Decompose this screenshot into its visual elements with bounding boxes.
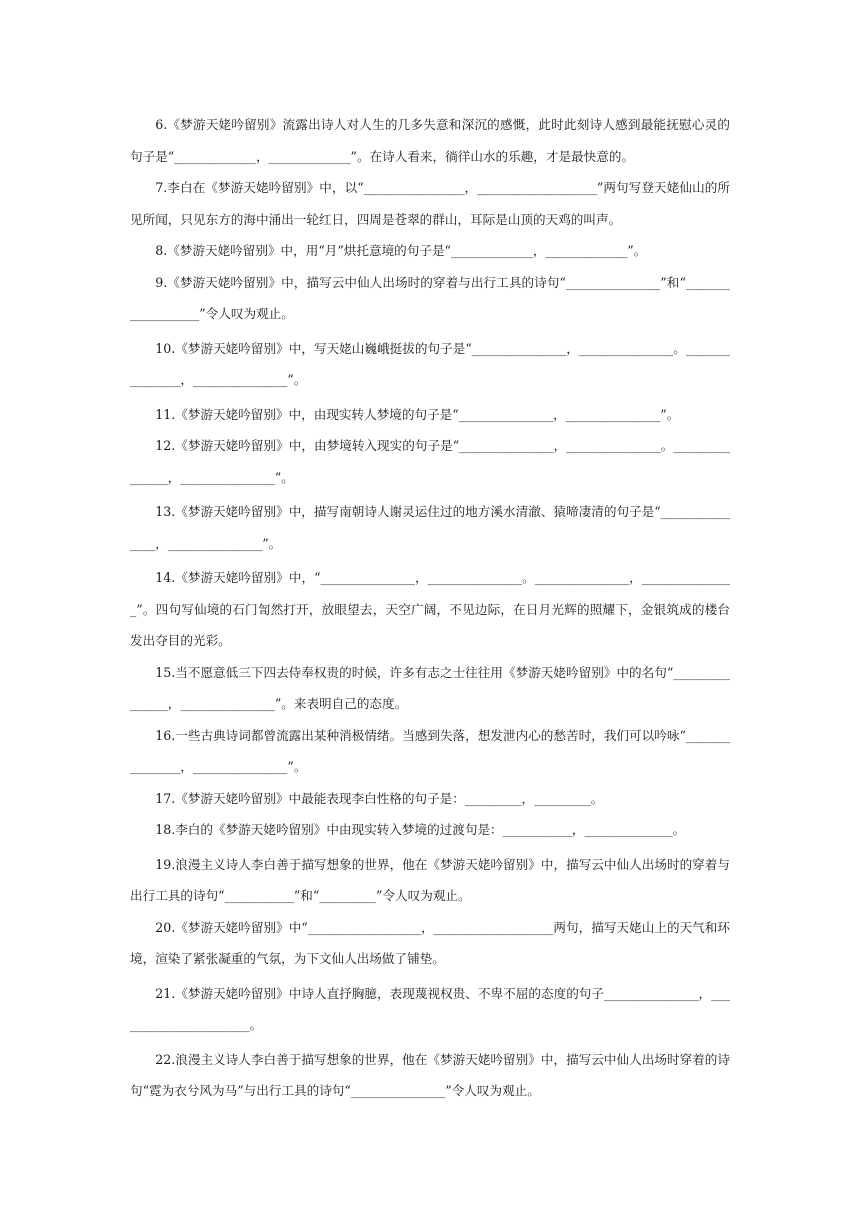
question-9: 9.《梦游天姥吟留别》中，描写云中仙人出场时的穿着与出行工具的诗句“_______________”和“__________________”令人叹为观止。 (130, 274, 730, 321)
question-21: 21.《梦游天姥吟留别》中诗人直抒胸臆，表现蔑视权贵、不卑不屈的态度的句子_______________，______________________。 (130, 985, 731, 1032)
question-17: 17.《梦游天姥吟留别》中最能表现李白性格的句子是：_________，_________。 (155, 790, 604, 806)
question-12: 12.《梦游天姥吟留别》中，由梦境转入现实的句子是“_______________，_______________。_______________，_______________”。 (130, 438, 730, 485)
question-10: 10.《梦游天姥吟留别》中，写天姥山巍峨挺拔的句子是“_______________，_______________。_______________，_______________”。 (130, 340, 730, 387)
document-page (130, 109, 730, 1107)
question-8: 8.《梦游天姥吟留别》中，用“月”烘托意境的句子是“_____________，_____________”。 (155, 243, 647, 258)
question-13: 13.《梦游天姥吟留别》中，描写南朝诗人谢灵运住过的地方溪水清澈、猿啼凄清的句子是“_______________，_______________”。 (130, 504, 730, 551)
question-6: 6.《梦游天姥吟留别》流露出诗人对人生的几多失意和深沉的感慨，此时此刻诗人感到最能抚慰心灵的句子是“_____________，_____________”。在诗人看来，徜徉山水的乐趣，才是最快意的。 (130, 117, 730, 164)
question-7: 7.李白在《梦游天姥吟留别》中，以“________________，___________________”两句写登天姥仙山的所见所闻，只见东方的海中涌出一轮红日，四周是苍翠的群山，耳际是山顶的天鸡的叫声。 (130, 180, 730, 227)
question-11: 11.《梦游天姥吟留别》中，由现实转人梦境的句子是“_______________，_______________”。 (155, 406, 680, 422)
question-18: 18.李白的《梦游天姥吟留别》中由现实转入梦境的过渡句是：___________，______________。 (155, 822, 686, 837)
question-22: 22.浪漫主义诗人李白善于描写想象的世界，他在《梦游天姥吟留别》中，描写云中仙人出场时穿着的诗句“霓为衣兮风为马”与出行工具的诗句“_______________”令人叹为观止。 (130, 1051, 730, 1098)
question-14: 14.《梦游天姥吟留别》中，“_______________，_______________。_______________，_______________”。四句写仙境的石门訇然打开，放眼望去，天空广阔，不见边际，在日月光辉的照耀下，金银筑成的楼台发出夺目的光彩。 (130, 570, 730, 648)
question-15: 15.当不愿意低三下四去侍奉权贵的时候，许多有志之士往往用《梦游天姥吟留别》中的名句“_______________，_______________”。来表明自己的态度。 (130, 664, 730, 711)
question-16: 16.一些古典诗词都曾流露出某种消极情绪。当感到失落，想发泄内心的愁苦时，我们可以吟咏“_______________，_______________”。 (130, 727, 730, 774)
question-19: 19.浪漫主义诗人李白善于描写想象的世界，他在《梦游天姥吟留别》中，描写云中仙人出场时的穿着与出行工具的诗句“___________”和“_________”令人叹为观止。 (130, 856, 730, 903)
question-20: 20.《梦游天姥吟留别》中“__________________，___________________两句，描写天姥山上的天气和环境，渲染了紧张凝重的气氛，为下文仙人出场做了铺垫。 (130, 919, 731, 966)
